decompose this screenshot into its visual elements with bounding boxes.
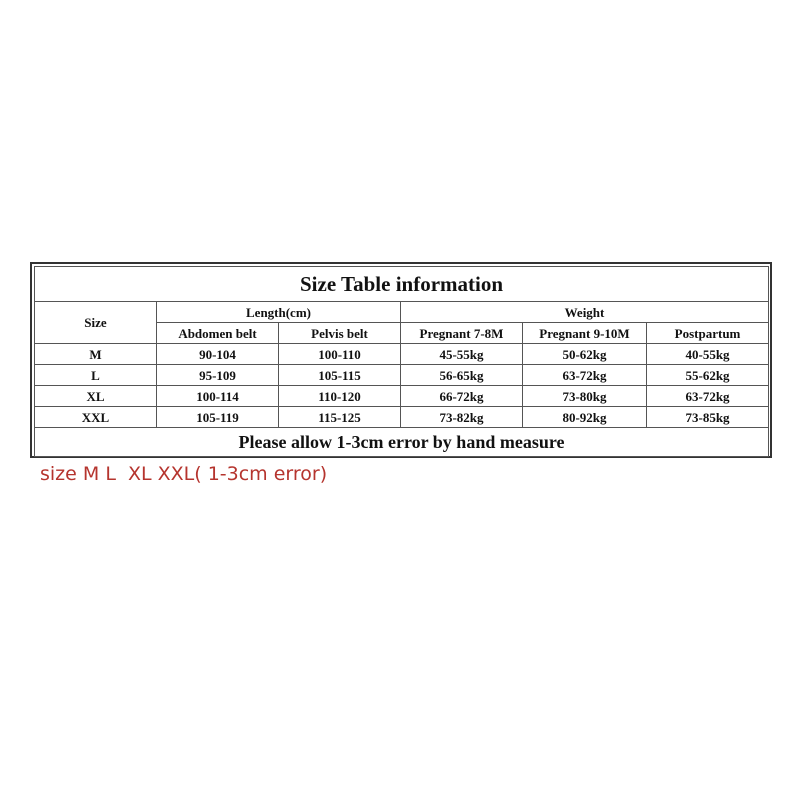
cell-pregnant-7-8m: 73-82kg	[401, 407, 523, 428]
table-title: Size Table information	[35, 267, 769, 302]
cell-abdomen: 100-114	[157, 386, 279, 407]
header-length: Length(cm)	[157, 302, 401, 323]
cell-pregnant-9-10m: 63-72kg	[523, 365, 647, 386]
cell-size: M	[35, 344, 157, 365]
header-weight: Weight	[401, 302, 769, 323]
table-row	[35, 344, 769, 365]
cell-pelvis: 100-110	[279, 344, 401, 365]
cell-postpartum: 55-62kg	[647, 365, 769, 386]
cell-abdomen: 90-104	[157, 344, 279, 365]
table-row	[35, 386, 769, 407]
cell-postpartum: 63-72kg	[647, 386, 769, 407]
cell-size: XXL	[35, 407, 157, 428]
cell-pelvis: 115-125	[279, 407, 401, 428]
subheader-pregnant-9-10m: Pregnant 9-10M	[523, 323, 647, 344]
subheader-pregnant-7-8m: Pregnant 7-8M	[401, 323, 523, 344]
size-table	[34, 266, 769, 457]
header-size: Size	[35, 302, 157, 344]
subheader-postpartum: Postpartum	[647, 323, 769, 344]
table-footer: Please allow 1-3cm error by hand measure	[35, 428, 769, 457]
size-table-frame	[30, 262, 772, 458]
cell-size: L	[35, 365, 157, 386]
cell-size: XL	[35, 386, 157, 407]
cell-pregnant-9-10m: 80-92kg	[523, 407, 647, 428]
cell-pregnant-7-8m: 56-65kg	[401, 365, 523, 386]
subheader-pelvis-belt: Pelvis belt	[279, 323, 401, 344]
size-note: size M L XL XXL( 1-3cm error)	[40, 463, 328, 485]
cell-pelvis: 105-115	[279, 365, 401, 386]
table-row	[35, 365, 769, 386]
cell-pelvis: 110-120	[279, 386, 401, 407]
subheader-abdomen-belt: Abdomen belt	[157, 323, 279, 344]
cell-postpartum: 73-85kg	[647, 407, 769, 428]
cell-abdomen: 95-109	[157, 365, 279, 386]
cell-pregnant-9-10m: 73-80kg	[523, 386, 647, 407]
cell-postpartum: 40-55kg	[647, 344, 769, 365]
cell-pregnant-7-8m: 66-72kg	[401, 386, 523, 407]
cell-abdomen: 105-119	[157, 407, 279, 428]
table-row	[35, 407, 769, 428]
cell-pregnant-9-10m: 50-62kg	[523, 344, 647, 365]
cell-pregnant-7-8m: 45-55kg	[401, 344, 523, 365]
